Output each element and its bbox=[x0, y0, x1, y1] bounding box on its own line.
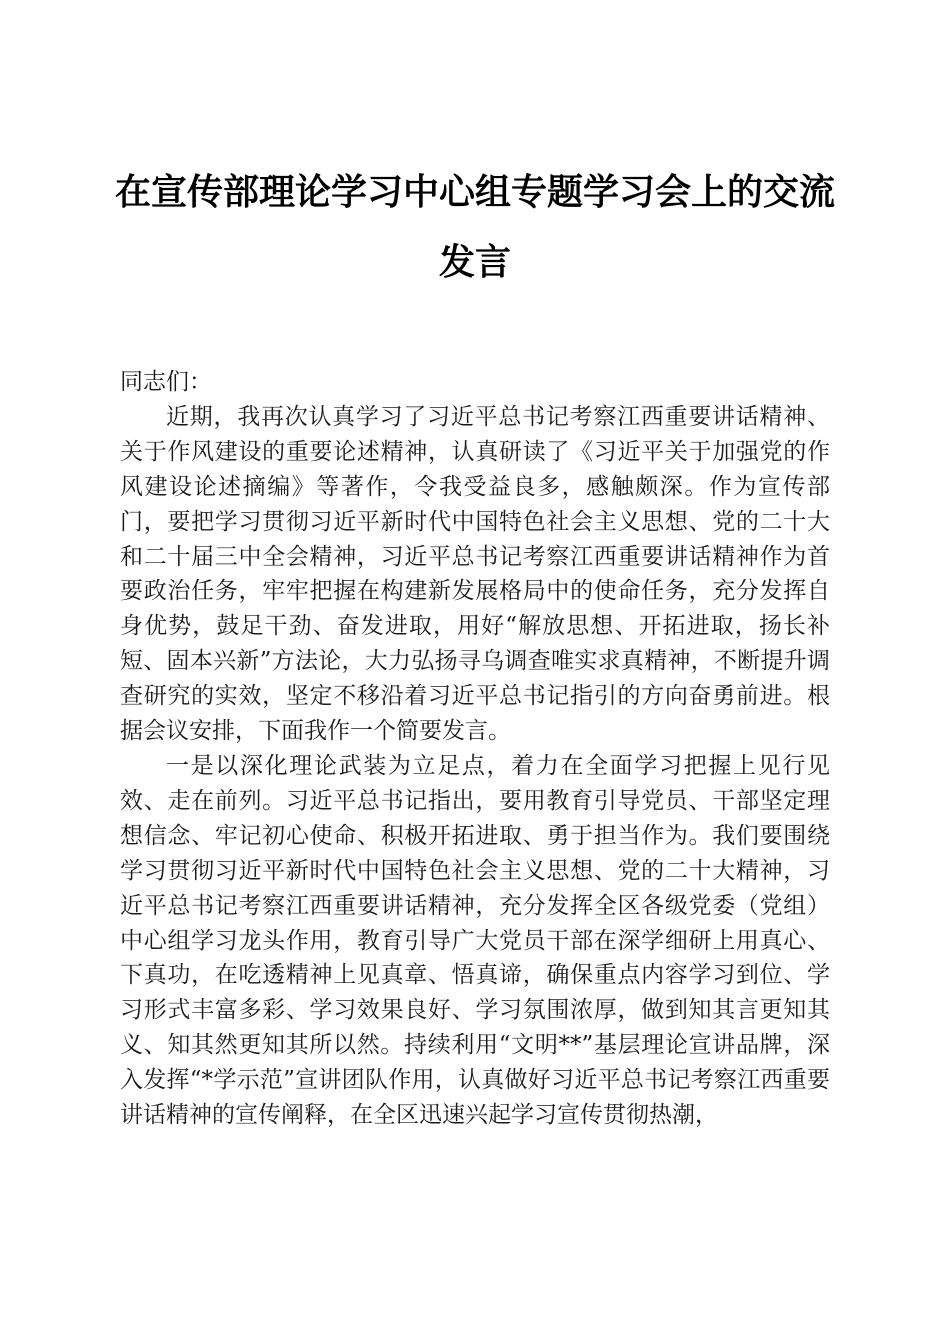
salutation: 同志们： bbox=[120, 369, 212, 395]
document-title-line-1: 在宣传部理论学习中心组专题学习会上的交流 bbox=[114, 171, 835, 213]
document-body bbox=[120, 365, 830, 1133]
paragraph-intro: 近期，我再次认真学习了习近平总书记考察江西重要讲话精神、关于作风建设的重要论述精神，认真研读了《习近平关于加强党的作风建设论述摘编》等著作，令我受益良多，感触颇深。作为宣传部门，要把学习贯彻习近平新时代中国特色社会主义思想、党的二十大和二十届三中全会精神，习近平总书记考察江西重要讲话精神作为首要政治任务，牢牢把握在构建新发展格局中的使命任务，充分发挥自身优势，鼓足干劲、奋发进取，用好“解放思想、开拓进取，扬长补短、固本兴新”方法论，大力弘扬寻乌调查唯实求真精神，不断提升调查研究的实效，坚定不移沿着习近平总书记指引的方向奋勇前进。根据会议安排，下面我作一个简要发言。 bbox=[120, 403, 830, 745]
paragraph-point-one: 一是以深化理论武装为立足点，着力在全面学习把握上见行见效、走在前列。习近平总书记指出，要用教育引导党员、干部坚定理想信念、牢记初心使命、积极开拓进取、勇于担当作为。我们要围绕学习贯彻习近平新时代中国特色社会主义思想、党的二十大精神，习近平总书记考察江西重要讲话精神，充分发挥全区各级党委（党组）中心组学习龙头作用，教育引导广大党员干部在深学细研上用真心、下真功，在吃透精神上见真章、悟真谛，确保重点内容学习到位、学习形式丰富多彩、学习效果良好、学习氛围浓厚，做到知其言更知其义、知其然更知其所以然。持续利用“文明**”基层理论宣讲品牌，深入发挥“*学示范”宣讲团队作用，认真做好习近平总书记考察江西重要讲话精神的宣传阐释，在全区迅速兴起学习宣传贯彻热潮， bbox=[120, 752, 830, 1129]
document-title-line-2: 发言 bbox=[438, 241, 511, 283]
